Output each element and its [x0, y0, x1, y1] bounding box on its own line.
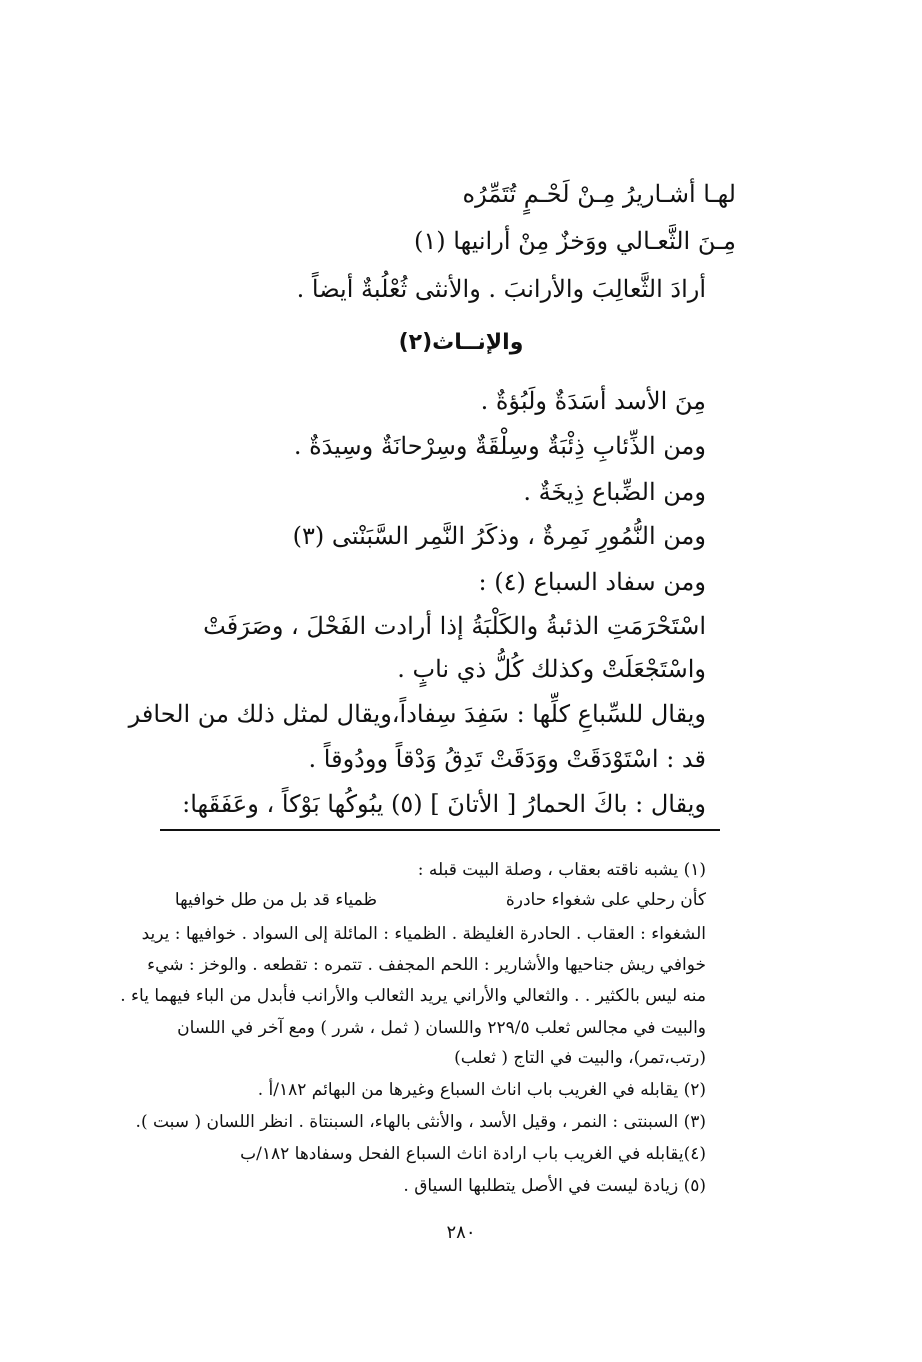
footnote-4: (٤)يقابله في الغريب باب ارادة اناث السباع الفحل وسفادها ١٨٢/ب: [240, 1144, 706, 1164]
explanation-line: أرادَ الثَّعالِبَ والأرانبَ . والأنثى ثُعْلُبةٌ أيضاً .: [296, 275, 706, 303]
body-line-9: قد : اسْتَوْدَقَتْ ووَدَقَتْ تَدِقُ وَدْقاً وودُوقاً .: [308, 745, 706, 773]
footnote-1-line-4: والبيت في مجالس ثعلب ٢٢٩/٥ واللسان ( ثمل ، شرر ) ومع آخر في اللسان: [177, 1018, 706, 1038]
footnote-2: (٢) يقابله في الغريب باب اناث السباع وغيرها من البهائم ١٨٢/أ .: [257, 1080, 706, 1100]
footnote-1-line-2: خوافي ريش جناحيها والأشارير : اللحم المجفف . تتمره : تقطعه . والوخز : شيء: [147, 955, 706, 975]
body-line-2: ومن الذِّئابِ ذِئْبَةٌ وسِلْقَةٌ وسِرْحانَةٌ وسِيدَةٌ .: [293, 432, 706, 460]
footnote-1-verse-first: كأن رحلي على شغواء حادرة: [505, 890, 706, 910]
footnote-5: (٥) زيادة ليست في الأصل يتطلبها السياق .: [403, 1176, 706, 1196]
footnote-1-intro: (١) يشبه ناقته بعقاب ، وصلة البيت قبله :: [417, 860, 706, 880]
section-heading: والإنــاث(٢): [398, 330, 524, 355]
body-line-8: ويقال للسِّباعِ كلِّها : سَفِدَ سِفاداً،ويقال لمثل ذلك من الحافر: [128, 700, 706, 728]
footnote-1-verse-second: ظمياء قد بل من طل خوافيها: [174, 890, 377, 910]
body-line-7: واسْتَجْعَلَتْ وكذلك كُلُّ ذي نابٍ .: [397, 655, 706, 683]
page-number: ٢٨٠: [446, 1222, 476, 1243]
verse-line-1: لهـا أشـاريرُ مِـنْ لَحْـمٍ تُتَمِّرُه: [462, 180, 736, 208]
body-line-3: ومن الضِّباع ذِيخَةٌ .: [523, 478, 706, 506]
body-line-10: ويقال : باكَ الحمارُ [ الأتانَ ] (٥) يبُوكُها بَوْكاً ، وعَفَقَها:: [182, 790, 706, 818]
verse-line-2: مِـنَ الثَّعـالي ووَخزٌ مِنْ أرانيها (١): [414, 227, 736, 255]
footnote-1-line-3: منه ليس بالكثير . . والثعالي والأراني يريد الثعالب والأرانب فأبدل من الباء فيهما ياء .: [120, 986, 706, 1006]
body-line-1: مِنَ الأسد أسَدَةٌ ولَبُؤةٌ .: [480, 387, 706, 415]
footnote-3: (٣) السبنتى : النمر ، وقيل الأسد ، والأنثى بالهاء، السبنتاة . انظر اللسان ( سبت ).: [135, 1112, 706, 1132]
footnote-1-line-5: (رتب،تمر)، والبيت في التاج ( ثعلب): [454, 1048, 706, 1068]
body-line-4: ومن النُّمُورِ نَمِرةٌ ، وذكَرُ النَّمِر السَّبَنْتى (٣): [292, 522, 706, 550]
footnote-divider: [160, 829, 720, 831]
body-line-5: ومن سفاد السباع (٤) :: [478, 568, 706, 596]
body-line-6: اسْتَحْرَمَتِ الذئبةُ والكَلْبَةُ إذا أرادت الفَحْلَ ، وصَرَفَتْ: [203, 612, 706, 640]
footnote-1-line-1: الشغواء : العقاب . الحادرة الغليظة . الظمياء : المائلة إلى السواد . خوافيها : يريد: [141, 924, 706, 944]
